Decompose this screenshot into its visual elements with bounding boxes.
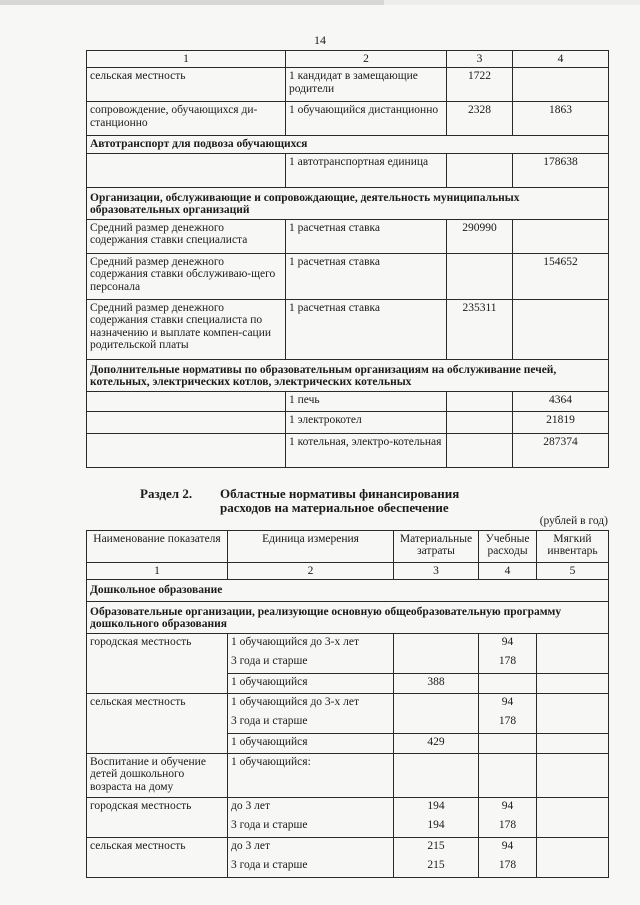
row-value — [537, 817, 609, 837]
row-unit: 3 года и старше — [228, 817, 394, 837]
row-value: 215 — [394, 837, 479, 857]
row-name — [87, 153, 286, 187]
row-value: 1722 — [447, 68, 513, 102]
table-row — [87, 411, 609, 433]
row-unit: 3 года и старше — [228, 713, 394, 733]
section-title: Автотранспорт для подвоза обучающихся — [87, 136, 609, 154]
row-unit: до 3 лет — [228, 837, 394, 857]
row-name: Воспитание и обучение детей дошкольного возраста на дому — [87, 753, 228, 797]
row-unit: 1 расчетная ставка — [286, 219, 447, 253]
section-title: Образовательные организации, реализующие основную общеобразовательную программу дошкольного образования — [87, 601, 609, 633]
row-name: Средний размер денежного содержания ставки обслуживаю-щего персонала — [87, 253, 286, 299]
row-value — [537, 653, 609, 673]
row-value: 4364 — [513, 391, 609, 411]
row-unit: 1 обучающийся — [228, 673, 394, 693]
header-soft-inventory: Мягкий инвентарь — [537, 531, 609, 563]
row-unit: 1 печь — [286, 391, 447, 411]
row-value — [394, 653, 479, 673]
table-row — [87, 837, 609, 857]
col-number: 4 — [479, 563, 537, 580]
empty-cell — [394, 753, 479, 797]
row-value: 154652 — [513, 253, 609, 299]
scan-edge-artifact — [0, 0, 640, 5]
row-value — [479, 673, 537, 693]
section-title: Дошкольное образование — [87, 580, 609, 602]
col-number: 1 — [87, 563, 228, 580]
section-title: Дополнительные нормативы по образовательным организациям на обслуживание печей, котельных, электрических котлов, электрических котельных — [87, 359, 609, 391]
row-value — [513, 68, 609, 102]
col-number: 1 — [87, 51, 286, 68]
section-title-line-2: расходов на материальное обеспечение — [220, 500, 449, 515]
table-row — [87, 433, 609, 467]
table-row — [87, 797, 609, 817]
row-value — [447, 153, 513, 187]
row-value: 287374 — [513, 433, 609, 467]
units-note: (рублей в год) — [539, 515, 608, 527]
table-header-row — [87, 531, 609, 563]
row-value — [513, 219, 609, 253]
empty-cell — [447, 391, 513, 411]
row-value: 2328 — [447, 102, 513, 136]
header-name: Наименование показателя — [87, 531, 228, 563]
table-row — [87, 391, 609, 411]
row-value: 178 — [479, 817, 537, 837]
section-title-line-1: Областные нормативы финансирования — [220, 486, 460, 501]
column-numbers-row — [87, 563, 609, 580]
row-value: 94 — [479, 837, 537, 857]
row-name: городская местность — [87, 633, 228, 693]
table-row — [87, 68, 609, 102]
empty-cell — [87, 411, 286, 433]
section-row — [87, 580, 609, 602]
row-unit: 1 расчетная ставка — [286, 299, 447, 359]
row-unit: 1 расчетная ставка — [286, 253, 447, 299]
table-row — [87, 299, 609, 359]
col-number: 5 — [537, 563, 609, 580]
row-value: 194 — [394, 817, 479, 837]
section-number: Раздел 2. — [140, 486, 193, 501]
row-name: городская местность — [87, 797, 228, 837]
row-name: сельская местность — [87, 693, 228, 753]
row-value: 194 — [394, 797, 479, 817]
row-value: 290990 — [447, 219, 513, 253]
row-name: сельская местность — [87, 837, 228, 877]
table-row — [87, 253, 609, 299]
row-value — [537, 797, 609, 817]
row-value: 178 — [479, 857, 537, 877]
row-value — [537, 633, 609, 653]
row-value — [537, 693, 609, 713]
row-value — [394, 633, 479, 653]
row-value: 21819 — [513, 411, 609, 433]
empty-cell — [537, 753, 609, 797]
row-value — [394, 713, 479, 733]
row-value — [447, 253, 513, 299]
row-unit: 1 котельная, электро-котельная — [286, 433, 447, 467]
row-value: 94 — [479, 633, 537, 653]
row-unit: 1 обучающийся до 3-х лет — [228, 633, 394, 653]
row-value — [513, 299, 609, 359]
row-unit: 1 автотранспортная единица — [286, 153, 447, 187]
section-row — [87, 136, 609, 154]
row-unit: 3 года и старше — [228, 857, 394, 877]
row-name: сопровождение, обучающихся ди-станционно — [87, 102, 286, 136]
row-unit: 1 обучающийся дистанционно — [286, 102, 447, 136]
row-name: Средний размер денежного содержания ставки специалиста по назначению и выплате компен-сации родительской платы — [87, 299, 286, 359]
row-unit: 1 обучающийся до 3-х лет — [228, 693, 394, 713]
empty-cell — [447, 433, 513, 467]
empty-cell — [87, 391, 286, 411]
empty-cell — [447, 411, 513, 433]
row-value: 178 — [479, 653, 537, 673]
row-name: Средний размер денежного содержания ставки специалиста — [87, 219, 286, 253]
row-unit: 3 года и старше — [228, 653, 394, 673]
empty-cell — [479, 753, 537, 797]
row-value — [537, 713, 609, 733]
row-value — [537, 857, 609, 877]
row-value: 94 — [479, 797, 537, 817]
row-unit: 1 электрокотел — [286, 411, 447, 433]
header-material: Материальные затраты — [394, 531, 479, 563]
table-row — [87, 219, 609, 253]
col-number: 3 — [447, 51, 513, 68]
row-unit: 1 обучающийся: — [228, 753, 394, 797]
row-unit: 1 обучающийся — [228, 733, 394, 753]
col-number: 4 — [513, 51, 609, 68]
row-value — [394, 693, 479, 713]
section-row — [87, 359, 609, 391]
row-value — [479, 733, 537, 753]
row-value — [537, 837, 609, 857]
row-value: 215 — [394, 857, 479, 877]
norms-table-2 — [86, 530, 609, 878]
section-2-heading — [140, 487, 459, 515]
row-unit: 1 кандидат в замещающие родители — [286, 68, 447, 102]
col-number: 2 — [228, 563, 394, 580]
section-title: Организации, обслуживающие и сопровождающие, деятельность муниципальных образовательных организаций — [87, 187, 609, 219]
row-value: 94 — [479, 693, 537, 713]
section-row — [87, 187, 609, 219]
table-row — [87, 102, 609, 136]
header-unit: Единица измерения — [228, 531, 394, 563]
empty-cell — [87, 433, 286, 467]
table-row — [87, 753, 609, 797]
row-value: 178 — [479, 713, 537, 733]
col-number: 3 — [394, 563, 479, 580]
row-name: сельская местность — [87, 68, 286, 102]
row-unit: до 3 лет — [228, 797, 394, 817]
row-value: 429 — [394, 733, 479, 753]
table-row — [87, 633, 609, 653]
table-row — [87, 693, 609, 713]
section-row — [87, 601, 609, 633]
col-number: 2 — [286, 51, 447, 68]
row-value: 1863 — [513, 102, 609, 136]
header-educational: Учебные расходы — [479, 531, 537, 563]
row-value: 388 — [394, 673, 479, 693]
table-row — [87, 153, 609, 187]
row-value — [537, 733, 609, 753]
row-value: 178638 — [513, 153, 609, 187]
norms-table-1 — [86, 50, 609, 468]
row-value: 235311 — [447, 299, 513, 359]
table-header-row — [87, 51, 609, 68]
page-number: 14 — [314, 33, 326, 47]
row-value — [537, 673, 609, 693]
